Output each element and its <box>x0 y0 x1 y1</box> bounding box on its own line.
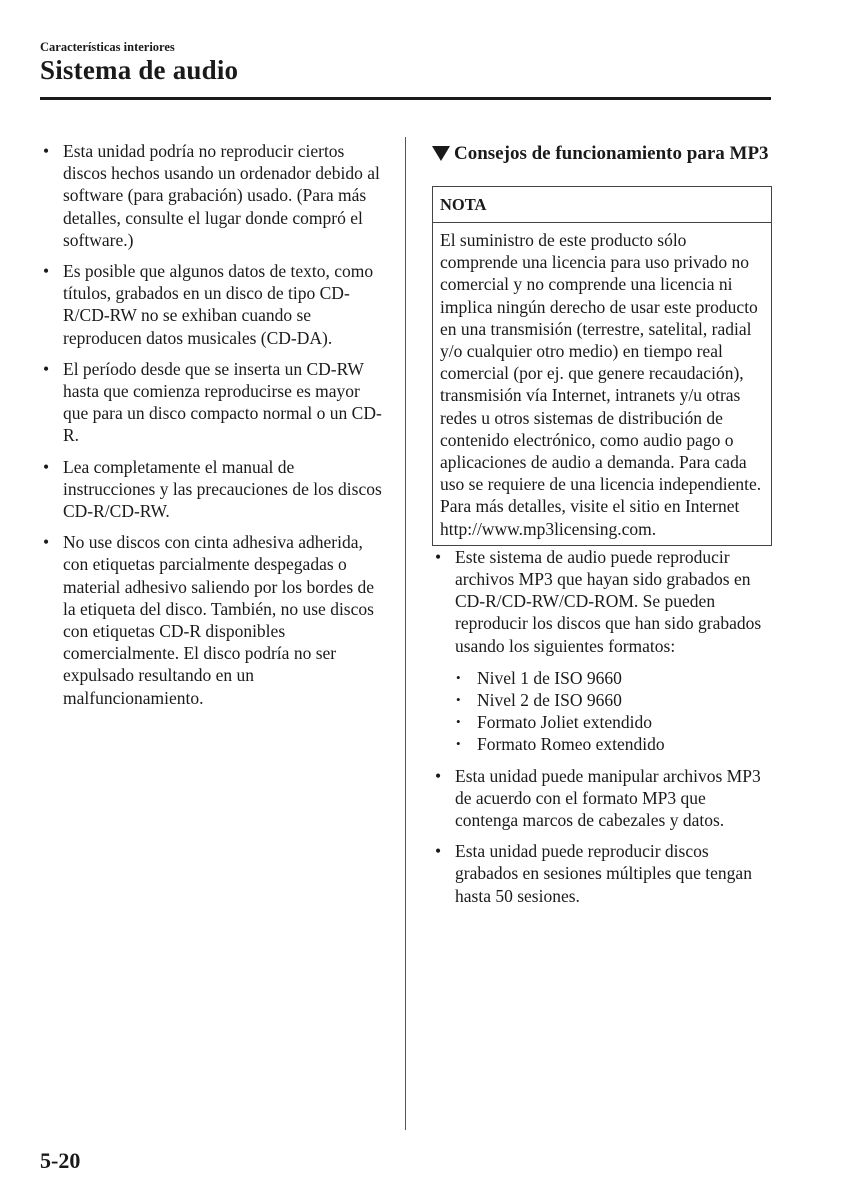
list-item: • Es posible que algunos datos de texto, como títulos, grabados en un disco de tipo CD-R/CD-RW no se exhiban cuando se reproducen datos musicales (CD-DA). <box>40 260 385 349</box>
format-item: • Nivel 1 de ISO 9660 <box>455 667 772 689</box>
right-bullet-list <box>432 546 772 907</box>
list-item: • Esta unidad puede reproducir discos grabados en sesiones múltiples que tengan hasta 50 sesiones. <box>432 840 772 907</box>
page-title: Sistema de audio <box>40 55 239 85</box>
page-number: 5-20 <box>40 1148 81 1173</box>
header-rule <box>40 97 771 100</box>
column-divider <box>405 137 406 1130</box>
list-item: • No use discos con cinta adhesiva adherida, con etiquetas parcialmente despegadas o material adhesivo saliendo por los bordes de la etiqueta del disco. También, no use discos con etiquetas CD-R disponibles comercialmente. El disco podría no ser expulsado resultando en un malfuncionamiento. <box>40 531 385 709</box>
format-list <box>455 667 772 756</box>
list-item: • El período desde que se inserta un CD-RW hasta que comienza reproducirse es mayor que para un disco compacto normal o un CD-R. <box>40 358 385 447</box>
list-item: • Esta unidad podría no reproducir ciertos discos hechos usando un ordenador debido al software (para grabación) usado. (Para más detalles, consulte el lugar donde compró el software.) <box>40 140 385 251</box>
note-text: El suministro de este producto sólo comprende una licencia para uso privado no comercial y no comprende una licencia ni implica ningún derecho de usar este producto en una transmisión (terrestre, satelital, radial y/o cualquier otro medio) en tiempo real comercial (por ej. que genere recaudación), transmisión vía Internet, intranets y/u otras redes u otros sistemas de distribución de contenido electrónico, como audio pago o aplicaciones de audio a demanda. Para cada uso se requiere de una licencia independiente. Para más detalles, visite el sitio en Internet http://www.mp3licensing.com. <box>440 230 762 539</box>
format-item: • Formato Joliet extendido <box>455 711 772 733</box>
left-column <box>40 140 385 718</box>
note-box <box>432 186 772 546</box>
list-item <box>432 546 772 756</box>
list-item: • Lea completamente el manual de instrucciones y las precauciones de los discos CD-R/CD-RW. <box>40 456 385 523</box>
list-item-text: Este sistema de audio puede reproducir archivos MP3 que hayan sido grabados en CD-R/CD-RW/CD-ROM. Se pueden reproducir los discos que han sido grabados usando los siguientes formatos: <box>455 546 762 656</box>
subheading-text: Consejos de funcionamiento para MP3 <box>454 143 769 164</box>
subheading <box>432 142 772 165</box>
section-label: Características interiores <box>40 40 175 54</box>
triangle-down-icon <box>432 146 450 161</box>
format-item: • Nivel 2 de ISO 9660 <box>455 689 772 711</box>
list-item: • Esta unidad puede manipular archivos MP3 de acuerdo con el formato MP3 que contenga marcos de cabezales y datos. <box>432 765 772 832</box>
right-column <box>432 140 772 916</box>
format-item: • Formato Romeo extendido <box>455 733 772 755</box>
note-label: NOTA <box>433 187 771 223</box>
left-bullet-list <box>40 140 385 709</box>
